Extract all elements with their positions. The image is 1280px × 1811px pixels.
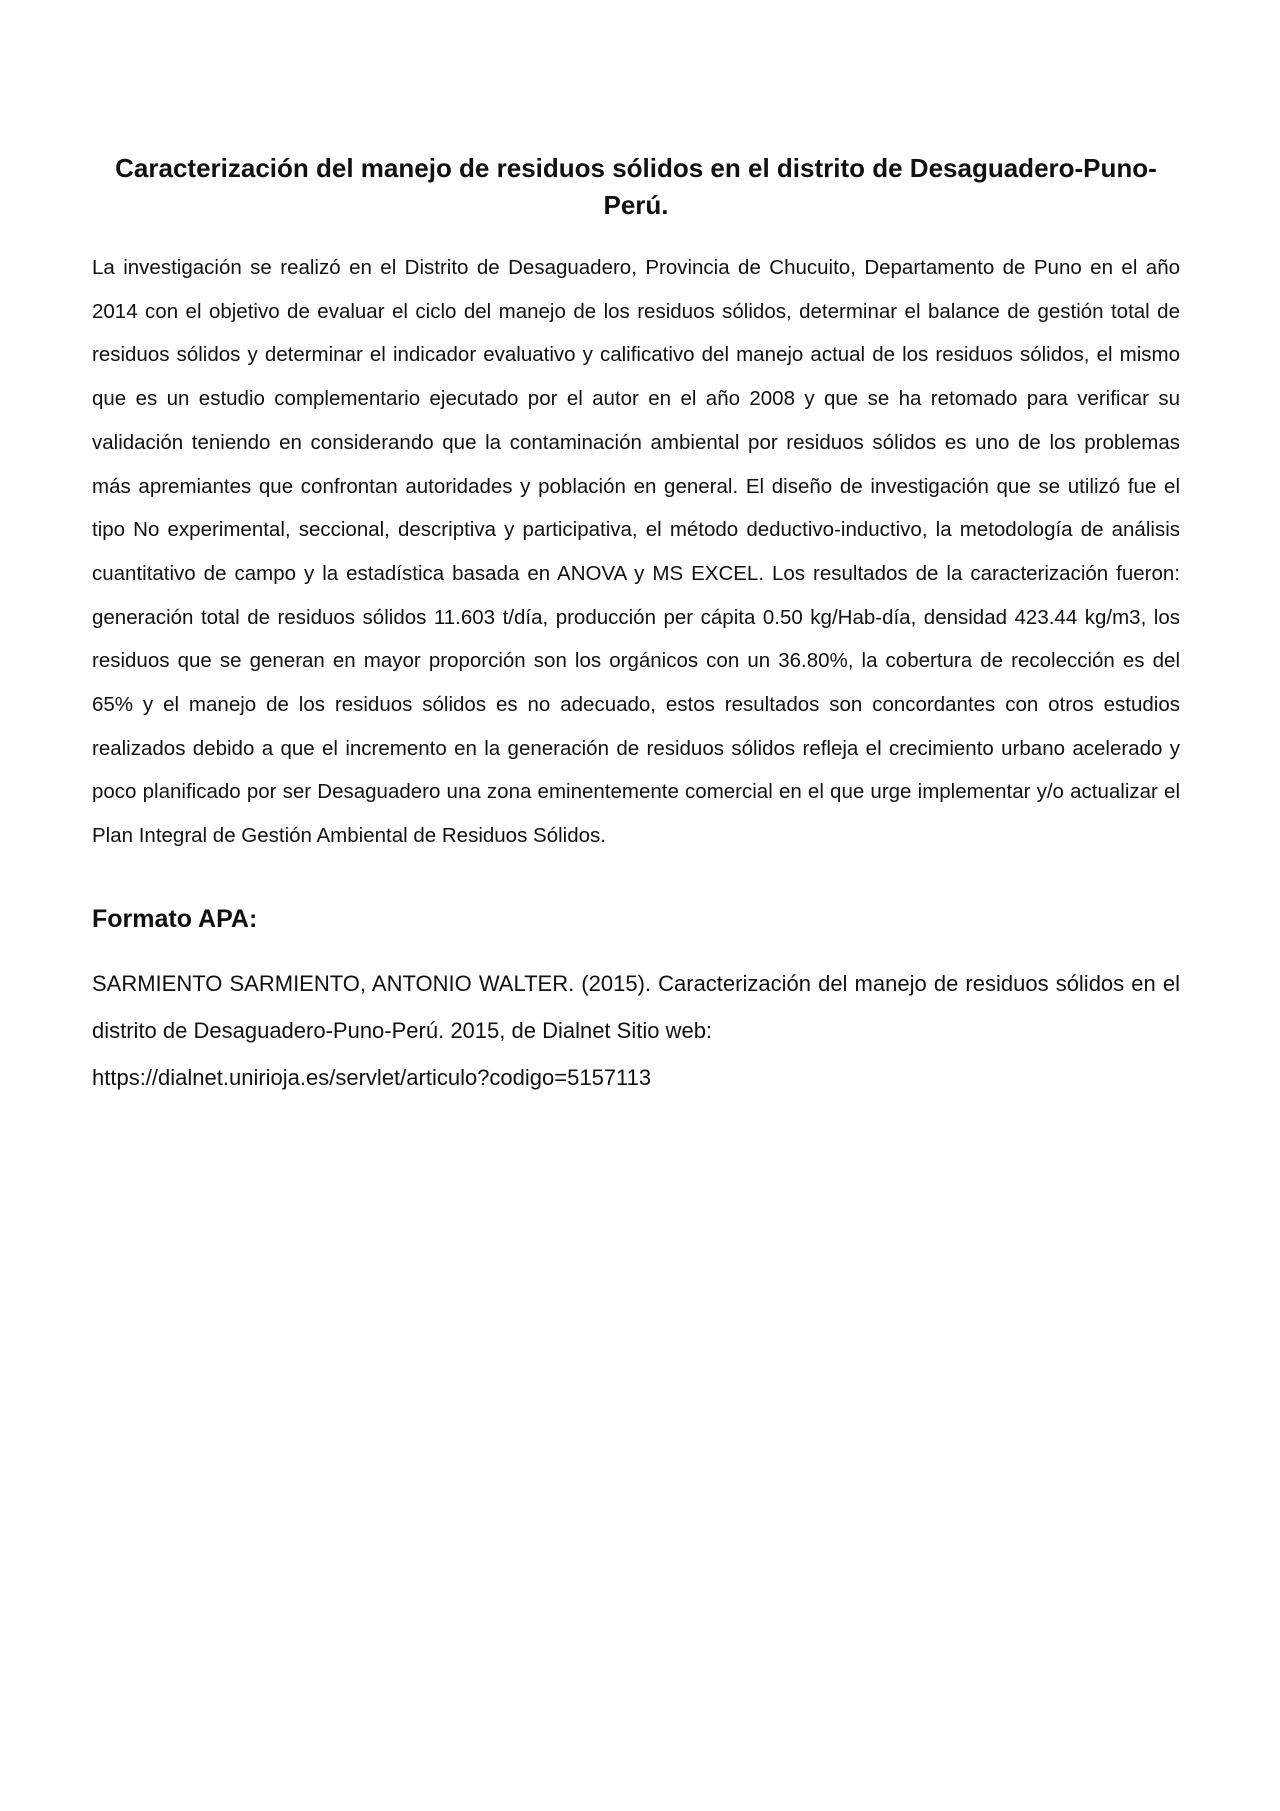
apa-format-heading: Formato APA: [92,904,258,933]
abstract-paragraph: La investigación se realizó en el Distrito de Desaguadero, Provincia de Chucuito, Departamento de Puno en el año 2014 con el objetivo de evaluar el ciclo del manejo de los residuos sólidos, determinar el balance de gestión total de residuos sólidos y determinar el indicador evaluativo y calificativo del manejo actual de los residuos sólidos, el mismo que es un estudio complementario ejecutado por el autor en el año 2008 y que se ha retomado para verificar su validación teniendo en considerando que la contaminación ambiental por residuos sólidos es uno de los problemas más apremiantes que confrontan autoridades y población en general. El diseño de investigación que se utilizó fue el tipo No experimental, seccional, descriptiva y participativa, el método deductivo-inductivo, la metodología de análisis cuantitativo de campo y la estadística basada en ANOVA y MS EXCEL. Los resultados de la caracterización fueron: generación total de residuos sólidos 11.603 t/día, producción per cápita 0.50 kg/Hab-día, densidad 423.44 kg/m3, los residuos que se generan en mayor proporción son los orgánicos con un 36.80%, la cobertura de recolección es del 65% y el manejo de los residuos sólidos es no adecuado, estos resultados son concordantes con otros estudios realizados debido a que el incremento en la generación de residuos sólidos refleja el crecimiento urbano acelerado y poco planificado por ser Desaguadero una zona eminentemente comercial en el que urge implementar y/o actualizar el Plan Integral de Gestión Ambiental de Residuos Sólidos. [92,256,1180,848]
citation-url: https://dialnet.unirioja.es/servlet/articulo?codigo=5157113 [92,1064,652,1090]
document-title: Caracterización del manejo de residuos sólidos en el distrito de Desaguadero-Puno-Perú. [115,153,1157,220]
apa-citation: SARMIENTO SARMIENTO, ANTONIO WALTER. (2015). Caracterización del manejo de residuos sólidos en el distrito de Desaguadero-Puno-Perú. 2015, de Dialnet Sitio web: [92,970,1180,1043]
document-body [92,150,1180,1101]
